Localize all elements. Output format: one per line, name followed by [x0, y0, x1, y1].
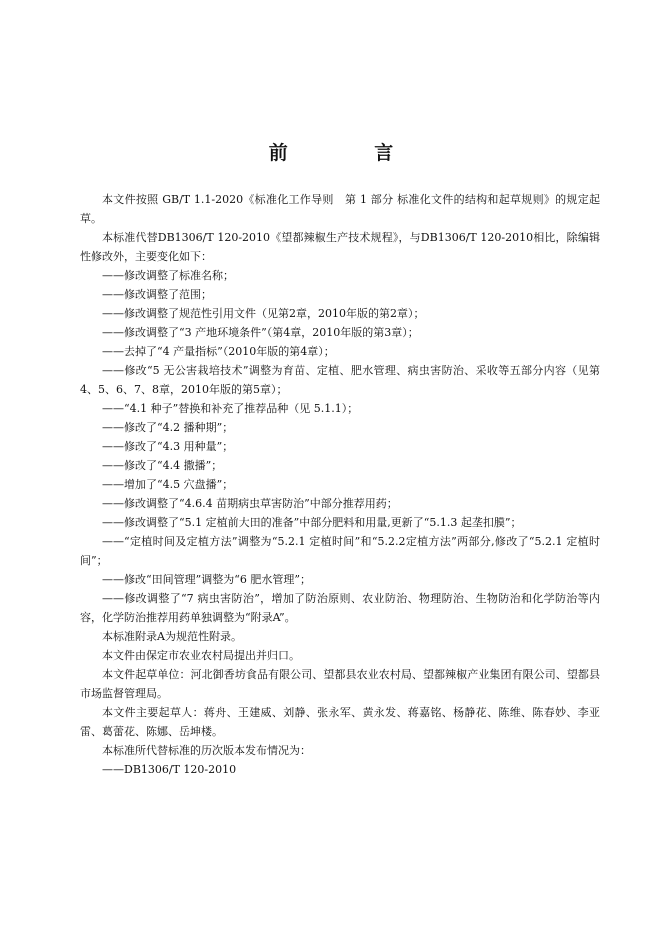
change-item: ——修改了“4.4 撒播”；: [102, 459, 223, 472]
paragraph-drafting-units: 本文件起草单位：河北御香坊食品有限公司、望都县农业农村局、望都辣椒产业集团有限公司、望都县市场监督管理局。: [80, 668, 600, 700]
document-body: [80, 190, 600, 779]
change-item: ——“定植时间及定植方法”调整为“5.2.1 定植时间”和“5.2.2定植方法”两部分,修改了“5.2.1 定植时间”；: [80, 535, 600, 567]
paragraph-appendix: 本标准附录A为规范性附录。: [102, 630, 242, 643]
page-title: 前 言: [268, 142, 434, 164]
paragraph-drafters: 本文件主要起草人：蒋舟、王建威、刘静、张永军、黄永发、蒋嘉铭、杨静花、陈维、陈春妙、李亚雷、葛蕾花、陈娜、岳坤楼。: [80, 706, 600, 738]
change-item: ——修改“5 无公害栽培技术”调整为育苗、定植、肥水管理、病虫害防治、采收等五部分内容（见第4、5、6、7、8章，2010年版的第5章）；: [80, 364, 600, 396]
change-item: ——修改调整了“4.6.4 苗期病虫草害防治”中部分推荐用药；: [102, 497, 398, 510]
change-item: ——修改“田间管理”调整为“6 肥水管理”；: [102, 573, 311, 586]
change-item: ——修改调整了规范性引用文件（见第2章，2010年版的第2章）；: [102, 307, 425, 320]
change-item: ——修改了“4.2 播种期”；: [102, 421, 234, 434]
change-item: ——修改调整了范围；: [102, 288, 212, 301]
paragraph-replacement: 本标准代替DB1306/T 120-2010《望都辣椒生产技术规程》，与DB1306/T 120-2010相比，除编辑性修改外，主要变化如下：: [80, 231, 600, 263]
change-item: ——增加了“4.5 穴盘播”；: [102, 478, 234, 491]
change-item: ——修改了“4.3 用种量”；: [102, 440, 234, 453]
change-item: ——修改调整了标准名称；: [102, 269, 234, 282]
history-item: ——DB1306/T 120-2010: [102, 763, 237, 776]
paragraph-history: 本标准所代替标准的历次版本发布情况为：: [102, 744, 311, 757]
change-item: ——修改调整了“5.1 定植前大田的准备”中部分肥料和用量,更新了“5.1.3 起垄扣膜”；: [102, 516, 522, 529]
paragraph-basis: 本文件按照 GB/T 1.1-2020《标准化工作导则 第 1 部分 标准化文件的结构和起草规则》的规定起草。: [80, 193, 600, 225]
paragraph-proposer: 本文件由保定市农业农村局提出并归口。: [102, 649, 300, 662]
change-item: ——修改调整了“3 产地环境条件”（第4章，2010年版的第3章）；: [102, 326, 419, 339]
change-item: ——“4.1 种子”替换和补充了推荐品种（见 5.1.1）；: [102, 402, 359, 415]
change-item: ——修改调整了“7 病虫害防治”，增加了防治原则、农业防治、物理防治、生物防治和化学防治等内容，化学防治推荐用药单独调整为“附录A”。: [80, 592, 600, 624]
change-item: ——去掉了“4 产量指标”（2010年版的第4章）；: [102, 345, 335, 358]
